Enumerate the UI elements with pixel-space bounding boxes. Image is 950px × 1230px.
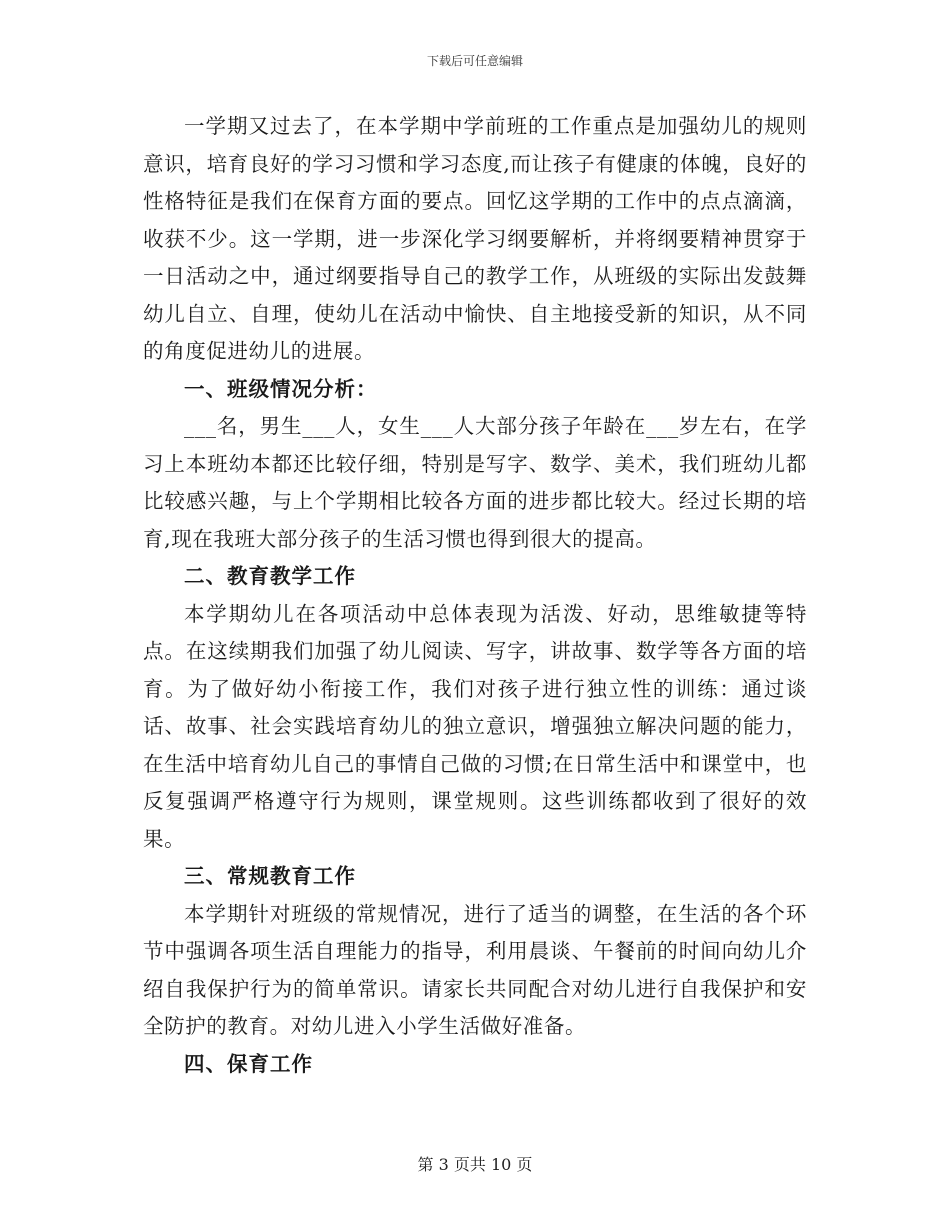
section-heading-care: 四、保育工作: [184, 1051, 313, 1076]
document-body: [143, 108, 807, 1083]
page-number: 第 3 页共 10 页: [417, 1155, 533, 1174]
section-text-routine: 本学期针对班级的常规情况，进行了适当的调整，在生活的各个环节中强调各项生活自理能力的指导，利用晨谈、午餐前的时间向幼儿介绍自我保护行为的简单常识。请家长共同配合对幼儿进行自我保护和安全防护的教育。对幼儿进入小学生活做好准备。: [143, 901, 807, 1038]
page-header: 下载后可任意编辑: [426, 54, 523, 68]
section-text-class-analysis: ___名，男生___人，女生___人大部分孩子年龄在___岁左右，在学习上本班幼本都还比较仔细，特别是写字、数学、美术，我们班幼儿都比较感兴趣，与上个学期相比较各方面的进步都比较大。经过长期的培育,现在我班大部分孩子的生活习惯也得到很大的提高。: [143, 414, 807, 551]
section-heading-routine: 三、常规教育工作: [184, 864, 356, 888]
section-heading-teaching: 二、教育教学工作: [184, 564, 356, 588]
section-text-teaching: 本学期幼儿在各项活动中总体表现为活泼、好动，思维敏捷等特点。在这续期我们加强了幼儿阅读、写字，讲故事、数学等各方面的培育。为了做好幼小衔接工作，我们对孩子进行独立性的训练：通过谈话、故事、社会实践培育幼儿的独立意识，增强独立解决问题的能力，在生活中培育幼儿自己的事情自己做的习惯;在日常生活中和课堂中，也反复强调严格遵守行为规则，课堂规则。这些训练都收到了很好的效果。: [143, 601, 807, 851]
intro-paragraph: 一学期又过去了，在本学期中学前班的工作重点是加强幼儿的规则意识，培育良好的学习习惯和学习态度,而让孩子有健康的体魄，良好的性格特征是我们在保育方面的要点。回忆这学期的工作中的点点滴滴，收获不少。这一学期，进一步深化学习纲要解析，并将纲要精神贯穿于一日活动之中，通过纲要指导自己的教学工作，从班级的实际出发鼓舞幼儿自立、自理，使幼儿在活动中愉快、自主地接受新的知识，从不同的角度促进幼儿的进展。: [143, 114, 807, 363]
section-heading-class-analysis: 一、班级情况分析：: [184, 376, 378, 401]
